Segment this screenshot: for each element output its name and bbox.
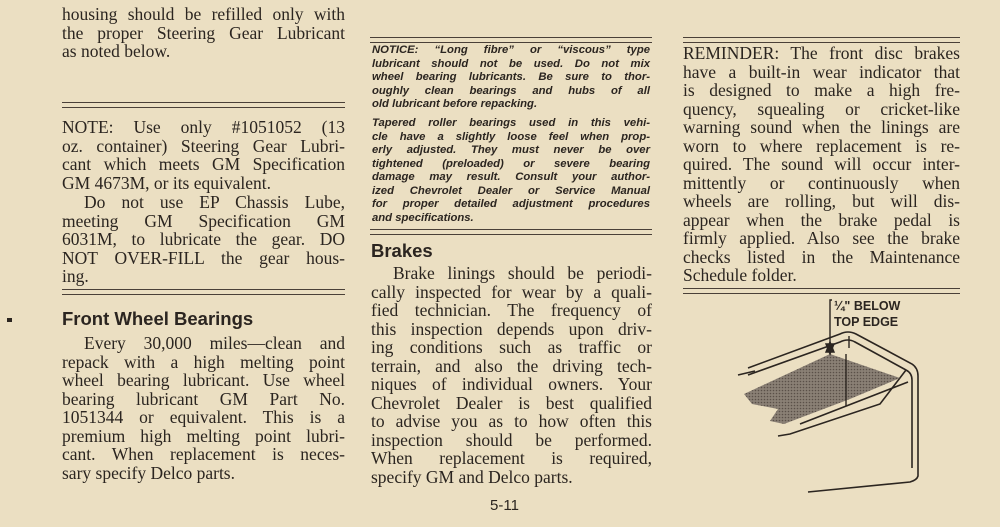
text-line: damage may result. Consult your author- xyxy=(372,171,650,183)
text-line: NOT OVER-FILL the gear hous- xyxy=(62,247,345,268)
text-line: When replacement is required, xyxy=(371,448,652,468)
divider-rule xyxy=(370,229,652,235)
text-line: niques of individual owners. Your xyxy=(371,374,652,394)
text-line: cle have a slightly loose feel when prop- xyxy=(372,130,650,143)
text-line: warning sound when the linings are xyxy=(683,117,960,137)
text-line: sary specify Delco parts. xyxy=(62,462,235,483)
divider-rule xyxy=(62,102,345,108)
text-line: Tapered roller bearings used in this vehi- xyxy=(372,117,650,129)
section-heading-brakes: Brakes xyxy=(371,240,433,261)
text-line: terrain, and also the driving tech- xyxy=(371,355,652,376)
text-line: fied technician. The frequency of xyxy=(371,300,652,320)
text-line: Brake linings should be periodi- xyxy=(393,263,652,283)
divider-rule xyxy=(683,288,960,294)
text-line: inspection should be performed. xyxy=(371,429,652,450)
text-line: cally inspected for wear by a quali- xyxy=(371,281,652,302)
col1-body xyxy=(62,334,345,482)
notice-tapered-bearings xyxy=(372,117,650,225)
text-line: this inspection depends upon driv- xyxy=(371,318,652,339)
text-line: to advise you as to how often this xyxy=(371,411,652,431)
text-line: meeting GM Specification GM xyxy=(62,210,345,231)
text-line: ized Chevrolet Dealer or Service Manual xyxy=(372,184,650,197)
text-line: quency, squealing or cricket-like xyxy=(683,98,960,119)
text-line: ing. xyxy=(62,266,89,286)
col2-body xyxy=(371,264,652,486)
text-line: worn to where replacement is re- xyxy=(683,135,960,156)
page-number: 5-11 xyxy=(490,497,519,514)
text-line: checks listed in the Maintenance xyxy=(683,246,960,267)
text-line: Do not use EP Chassis Lube, xyxy=(84,192,345,212)
text-line: repack with a high melting point xyxy=(62,351,345,372)
text-line: the proper Steering Gear Lubricant xyxy=(62,22,345,43)
text-line: specify GM and Delco parts. xyxy=(371,466,573,487)
text-line: mittently or continuously when xyxy=(683,172,960,193)
text-line: old lubricant before repacking. xyxy=(372,98,538,110)
text-line: ing conditions such as traffic or xyxy=(371,337,652,357)
scan-mark xyxy=(7,318,12,322)
section-heading-front-wheel-bearings: Front Wheel Bearings xyxy=(62,308,254,329)
text-line: 1051344 or equivalent. This is a xyxy=(62,407,345,427)
text-line: Schedule folder. xyxy=(683,265,797,285)
text-line: oughly clean bearings and hubs of all xyxy=(372,84,650,97)
text-line: bearing lubricant GM Part No. xyxy=(62,388,345,409)
diagram-label-line2: TOP EDGE xyxy=(834,315,899,329)
text-line: GM 4673M, or its equivalent. xyxy=(62,172,272,193)
text-line: firmly applied. Also see the brake xyxy=(683,228,960,248)
text-line: cant. When replacement is neces- xyxy=(62,444,345,464)
diagram-label-line1: ¼" BELOW xyxy=(834,299,901,313)
notice-lubricant xyxy=(372,44,650,112)
text-line: Every 30,000 miles—clean and xyxy=(84,333,345,353)
col1-note xyxy=(62,118,345,192)
divider-rule xyxy=(62,289,345,295)
text-line: housing should be refilled only with xyxy=(62,4,345,24)
text-line: NOTICE: “Long fibre” or “viscous” type xyxy=(372,44,650,56)
text-line: as noted below. xyxy=(62,41,171,61)
fluid-level-shading xyxy=(744,354,900,424)
text-line: erly adjusted. They must never be over xyxy=(372,144,650,156)
text-line: Chevrolet Dealer is best qualified xyxy=(371,392,652,413)
text-line: tightened (preloaded) or severe bearing xyxy=(372,157,650,170)
text-line: for proper detailed adjustment procedures xyxy=(372,198,650,210)
col3-reminder xyxy=(683,44,960,285)
text-line: appear when the brake pedal is xyxy=(683,209,960,230)
text-line: quired. The sound will occur inter- xyxy=(683,154,960,174)
text-line: wheel bearing lubricant. Use wheel xyxy=(62,370,345,390)
text-line: oz. container) Steering Gear Lubri- xyxy=(62,135,345,156)
text-line: 6031M, to lubricate the gear. DO xyxy=(62,229,345,249)
text-line: wheels are rolling, but will dis- xyxy=(683,191,960,211)
text-line: is designed to make a high fre- xyxy=(683,80,960,100)
text-line: NOTE: Use only #1051052 (13 xyxy=(62,117,345,137)
text-line: cant which meets GM Specification xyxy=(62,154,345,174)
text-line: lubricant should not be used. Do not mix xyxy=(372,57,650,70)
text-line: wheel bearing lubricants. Be sure to thor- xyxy=(372,71,650,83)
text-line: premium high melting point lubri- xyxy=(62,425,345,446)
col1-intro xyxy=(62,5,345,61)
divider-rule xyxy=(370,37,652,43)
text-line: and specifications. xyxy=(372,211,474,224)
text-line: REMINDER: The front disc brakes xyxy=(683,43,960,63)
text-line: have a built-in wear indicator that xyxy=(683,61,960,82)
col1-note2 xyxy=(62,193,345,286)
